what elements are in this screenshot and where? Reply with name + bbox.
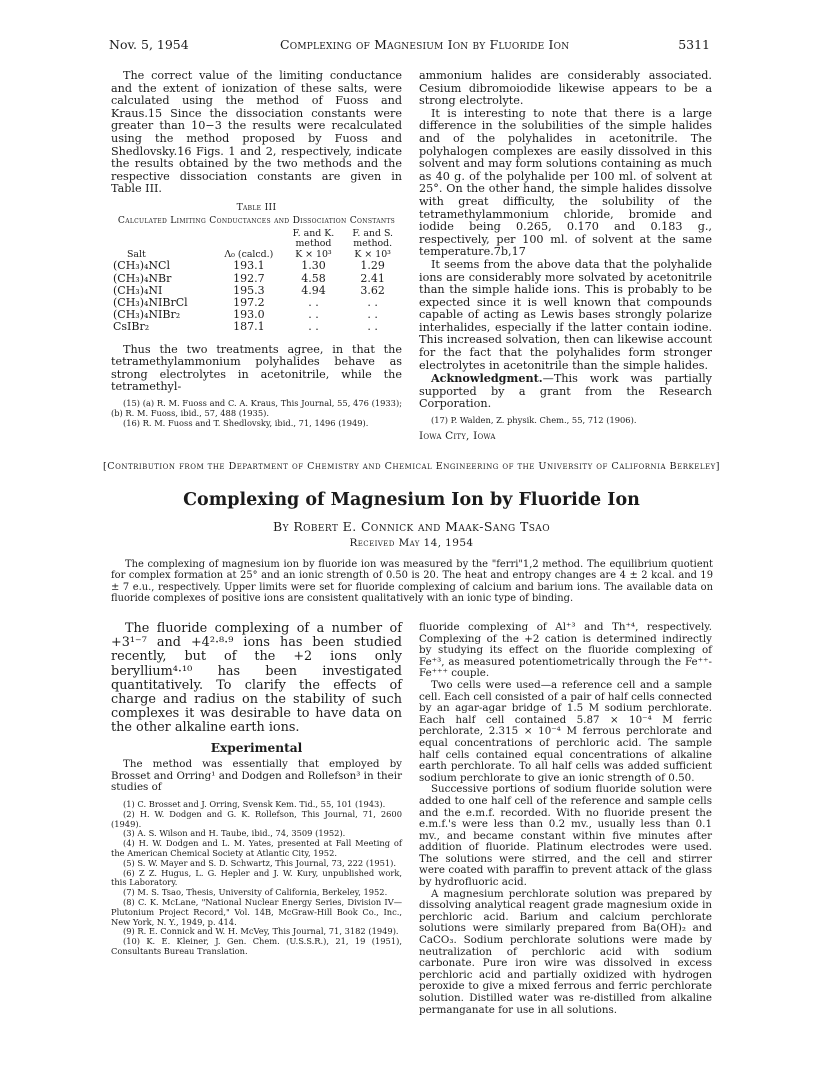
table-header-lambda: Λ₀ (calcd.)	[224, 248, 274, 260]
table-iii	[111, 202, 402, 334]
bottom-right-column	[419, 622, 712, 1016]
top-right-column	[419, 70, 712, 442]
cell-lambda: 193.0	[233, 308, 265, 322]
cell-salt: (CH₃)₄NI	[113, 283, 163, 297]
abstract: The complexing of magnesium ion by fluoride ion was measured by the "ferri"1,2 method. The equilibrium quotient for complex formation at 25° and an ionic strength of 0.50 is 20. The heat and entropy changes are 4 ± 2 kcal. and 19 ± 7 e.u., respectively. Upper limits were set for fluoride complexing of calcium and barium ions. The available data on fluoride complexes of positive ions are consistent qualitatively with an ionic type of binding.	[111, 559, 713, 604]
acknowledgment-label: Acknowledgment.	[431, 371, 543, 386]
table-header-fs	[343, 229, 402, 261]
contribution-line: [Contribution from the Department of Chemistry and Chemical Engineering of the University of California Berkeley]	[103, 461, 720, 472]
author-location: Iowa City, Iowa	[419, 429, 496, 442]
top-left-column	[111, 70, 402, 428]
cell-lambda: 193.1	[233, 259, 265, 273]
cell-fk: . .	[308, 296, 319, 310]
acknowledgment-text: —This work was partially supported by a grant from the Research Corporation.	[419, 372, 712, 411]
table-caption: Calculated Limiting Conductances and Dissociation Constants	[117, 214, 396, 226]
footnote: (1) C. Brosset and J. Orring, Svensk Kem. Tid., 55, 101 (1943).	[123, 799, 386, 809]
paragraph: Two cells were used—a reference cell and a sample cell. Each cell consisted of a pair of half cells connected by an agar-agar bridge of 1.5 M sodium perchlorate. Each half cell contained 5.87 × 10⁻⁴ M ferric perchlorate, 2.315 × 10⁻⁴ M ferrous perchlorate and equal concentrations of perchloric acid. The sample half cells contained equal concentrations of alkaline earth perchlorate. To all half cells was added sufficient sodium perchlorate to give an ionic strength of 0.50.	[419, 678, 712, 784]
cell-fs: . .	[367, 320, 378, 334]
cell-fk: 4.58	[301, 271, 326, 285]
table-label: Table III	[236, 201, 277, 213]
table-body	[111, 229, 402, 334]
paragraph: It seems from the above data that the polyhalide ions are considerably more solvated by acetonitrile than the simple halide ions. This is probably to be expected since it is well known that compounds capable of acting as Lewis bases strongly polarize interhalides, especially if the latter contain iodine. This increased solvation, then can likewise account for the fact that the polyhalides form stronger electrolytes in acetonitrile than the simple halides.	[419, 257, 712, 372]
table-row	[111, 273, 402, 285]
bottom-left-column	[111, 622, 402, 957]
footnote: (16) R. M. Fuoss and T. Shedlovsky, ibid., 71, 1496 (1949).	[123, 417, 369, 428]
table-header-fs-line2: method.	[353, 238, 393, 250]
cell-fs: . .	[367, 296, 378, 310]
table-header-fk-line2: method	[295, 238, 332, 250]
paragraph: ammonium halides are considerably associated. Cesium dibromoiodide likewise appears to be a strong electrolyte.	[419, 69, 712, 108]
header-running-title: Complexing of Magnesium Ion by Fluoride Ion	[280, 37, 570, 52]
footnote: (8) C. K. McLane, "National Nuclear Energy Series, Division IV—Plutonium Project Record," Vol. 14B, McGraw-Hill Book Co., Inc., New York, N. Y., 1949, p. 414.	[111, 896, 402, 927]
table-row	[111, 321, 402, 333]
table-row	[111, 260, 402, 272]
cell-salt: (CH₃)₄NCl	[113, 259, 170, 273]
paragraph: Thus the two treatments agree, in that the tetramethylammonium polyhalides behave as strong electrolytes in acetonitrile, while the tetramethyl-	[111, 342, 402, 394]
section-title-experimental: Experimental	[210, 740, 303, 755]
cell-fs: 1.29	[360, 259, 385, 273]
footnote: (10) K. E. Kleiner, J. Gen. Chem. (U.S.S.R.), 21, 19 (1951), Consultants Bureau Translation.	[111, 936, 402, 956]
footnote: (7) M. S. Tsao, Thesis, University of California, Berkeley, 1952.	[123, 887, 388, 898]
cell-fk: 4.94	[301, 283, 326, 297]
table-header-salt: Salt	[127, 248, 146, 260]
paragraph: The correct value of the limiting conductance and the extent of ionization of these salts, were calculated using the method of Fuoss and Kraus.15 Since the dissociation constants were greater than 10−3 the results were recalculated using the method proposed by Fuoss and Shedlovsky.16 Figs. 1 and 2, respectively, indicate the results obtained by the two methods and the respective dissociation constants are given in Table III.	[111, 69, 402, 196]
footnotes	[111, 399, 402, 428]
footnotes	[111, 800, 402, 957]
paragraph: fluoride complexing of Al⁺³ and Th⁺⁴, respectively. Complexing of the +2 cation is determined indirectly by studying its effect on the fluoride complexing of Fe⁺³, as measured potentiometrically through the Fe⁺⁺-Fe⁺⁺⁺ couple.	[419, 621, 712, 680]
paragraph: It is interesting to note that there is a large difference in the solubilities of the simple halides and of the polyhalides in acetonitrile. The polyhalogen complexes are easily dissolved in this solvent and may form solutions containing as much as 40 g. of the polyhalide per 100 ml. of solvent at 25°. On the other hand, the simple halides dissolve with great difficulty, the solubility of the tetramethylammonium chloride, bromide and iodide being 0.265, 0.170 and 0.183 g., respectively, per 100 ml. of solvent at the same temperature.7b,17	[419, 106, 712, 259]
paragraph: The method was essentially that employed by Brosset and Orring¹ and Dodgen and Rollefson³ in their studies of	[111, 758, 402, 794]
article-byline: By Robert E. Connick and Maak-Sang Tsao	[273, 519, 550, 534]
table-header-fs-line1: F. and S.	[352, 227, 394, 239]
article-title: Complexing of Magnesium Ion by Fluoride Ion	[183, 490, 640, 510]
table-header-fk-line3: K × 10³	[295, 248, 332, 260]
cell-fs: 2.41	[360, 271, 385, 285]
footnote: (3) A. S. Wilson and H. Taube, ibid., 74, 3509 (1952).	[123, 828, 346, 839]
cell-salt: (CH₃)₄NBr	[113, 271, 172, 285]
cell-fs: . .	[367, 308, 378, 322]
header-date: Nov. 5, 1954	[109, 37, 189, 52]
footnote: (4) H. W. Dodgen and L. M. Yates, presented at Fall Meeting of the American Chemical Society at Atlantic City, 1952.	[111, 838, 402, 858]
cell-salt: (CH₃)₄NIBr₂	[113, 308, 181, 322]
received-date: Received May 14, 1954	[349, 537, 474, 549]
intro-paragraph: The fluoride complexing of a number of +3¹⁻⁷ and +4²·⁸·⁹ ions has been studied recently, but of the +2 ions only beryllium⁴·¹⁰ has been investigated quantitatively. To clarify the effects of charge and radius on the stability of such complexes it was desirable to have data on the other alkaline earth ions.	[111, 621, 402, 736]
table-header-fk	[284, 229, 344, 261]
cell-fk: . .	[308, 308, 319, 322]
cell-salt: (CH₃)₄NIBrCl	[113, 296, 188, 310]
footnote: (15) (a) R. M. Fuoss and C. A. Kraus, This Journal, 55, 476 (1933); (b) R. M. Fuoss, ibid., 57, 488 (1935).	[111, 398, 402, 418]
header-page-number: 5311	[678, 37, 710, 52]
table-header-fs-line3: K × 10³	[354, 248, 391, 260]
cell-lambda: 197.2	[233, 296, 265, 310]
cell-lambda: 192.7	[233, 271, 265, 285]
table-header-fk-line1: F. and K.	[292, 227, 335, 239]
footnote: (17) P. Walden, Z. physik. Chem., 55, 712 (1906).	[431, 415, 637, 426]
acknowledgment	[419, 372, 712, 411]
cell-salt: CsIBr₂	[113, 320, 150, 334]
paragraph: Successive portions of sodium fluoride solution were added to one half cell of the reference and sample cells and the e.m.f. recorded. With no fluoride present the e.m.f.'s were less than 0.2 mv., usually less than 0.1 mv., and became constant within five minutes after addition of fluoride. Platinum electrodes were used. The solutions were stirred, and the cell and stirrer were coated with paraffin to prevent attack of the glass by hydrofluoric acid.	[419, 783, 712, 889]
paragraph: A magnesium perchlorate solution was prepared by dissolving analytical reagent grade magnesium oxide in perchloric acid. Barium and calcium perchlorate solutions were similarly prepared from Ba(OH)₂ and CaCO₃. Sodium perchlorate solutions were made by neutralization of perchloric acid with sodium carbonate. Pure iron wire was dissolved in excess perchloric acid and partially oxidized with hydrogen peroxide to give a mixed ferrous and ferric perchlorate solution. Distilled water was re-distilled from alkaline permanganate for use in all solutions.	[419, 887, 712, 1016]
cell-fs: 3.62	[360, 283, 385, 297]
footnotes	[419, 416, 712, 426]
footnote: (9) R. E. Connick and W. H. McVey, This Journal, 71, 3182 (1949).	[123, 926, 399, 937]
footnote: (6) Z Z. Hugus, L. G. Hepler and J. W. Kury, unpublished work, this Laboratory.	[111, 867, 402, 888]
cell-lambda: 195.3	[233, 283, 265, 297]
table-header-row	[111, 229, 402, 261]
cell-fk: . .	[308, 320, 319, 334]
cell-fk: 1.30	[301, 259, 326, 273]
footnote: (2) H. W. Dodgen and G. K. Rollefson, This Journal, 71, 2600 (1949).	[111, 808, 402, 829]
cell-lambda: 187.1	[233, 320, 265, 334]
footnote: (5) S. W. Mayer and S. D. Schwartz, This Journal, 73, 222 (1951).	[123, 857, 397, 868]
